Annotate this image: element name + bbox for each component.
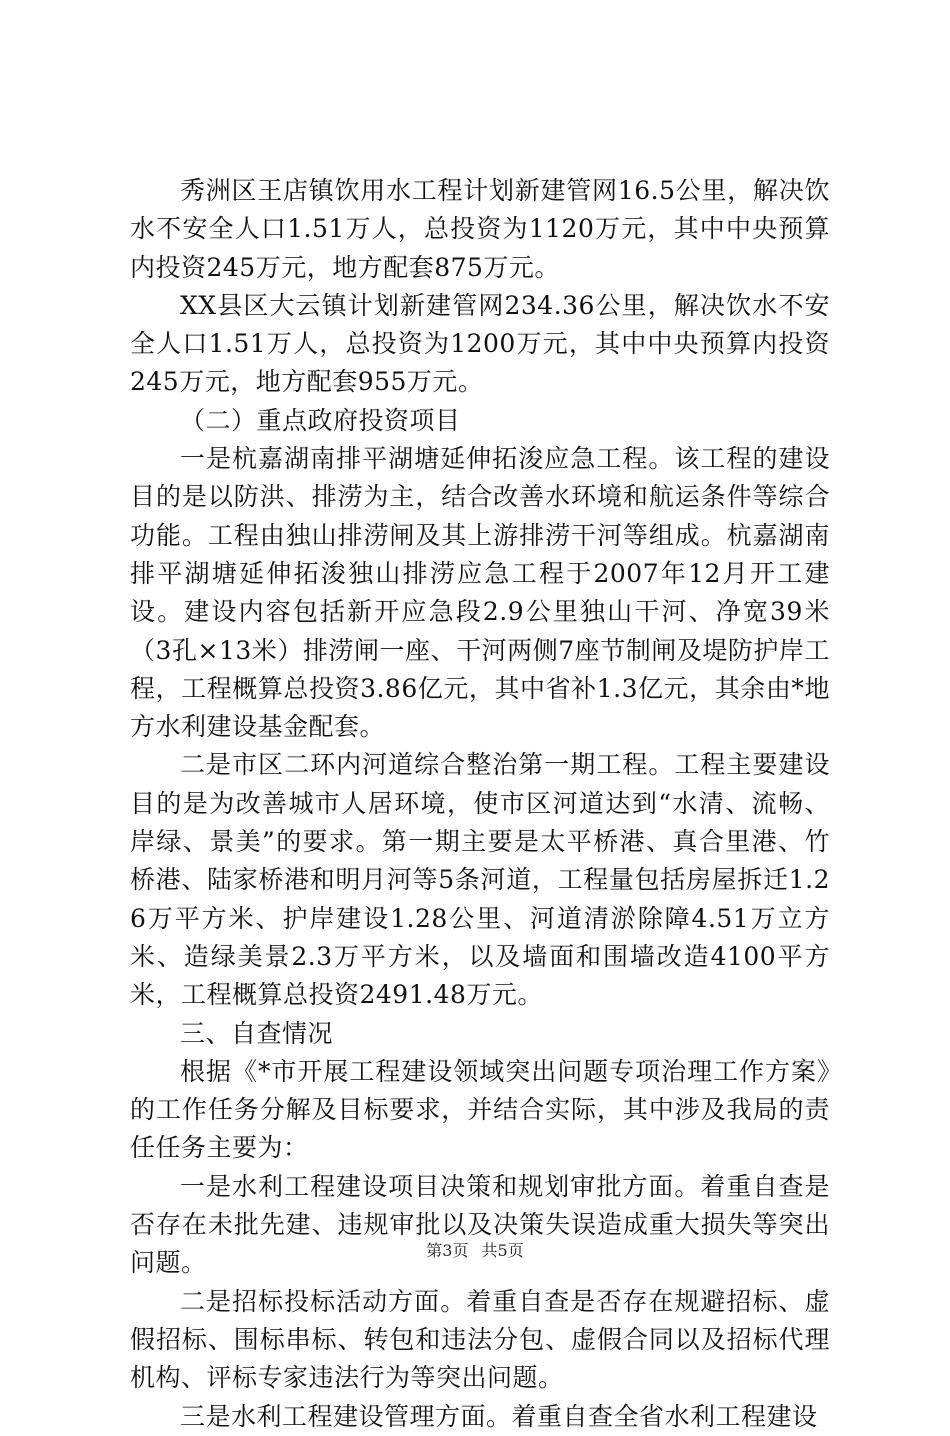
paragraph-self-check-intro: 根据《*市开展工程建设领域突出问题专项治理工作方案》的工作任务分解及目标要求，并结合实际，其中涉及我局的责任任务主要为： <box>130 1056 830 1163</box>
page-total: 共5页 <box>481 1241 524 1260</box>
paragraph-wangdian-water: 秀洲区王店镇饮用水工程计划新建管网16.5公里，解决饮水不安全人口1.51万人，总投资为1120万元，其中中央预算内投资245万元，地方配套875万元。 <box>130 176 830 282</box>
page-footer <box>0 1241 950 1261</box>
paragraph-check-item-one: 一是水利工程建设项目决策和规划审批方面。着重自查是否存在未批先建、违规审批以及决策失误造成重大损失等突出问题。 <box>130 1171 830 1278</box>
paragraph-project-two: 二是市区二环内河道综合整治第一期工程。工程主要建设目的是为改善城市人居环境，使市区河道达到“水清、流畅、岸绿、景美”的要求。第一期主要是太平桥港、真合里港、竹桥港、陆家桥港和明月河等5条河道，工程量包括房屋拆迁1.26万平方米、护岸建设1.28公里、河道清淤除障4.51万立方米、造绿美景2.3万平方米，以及墙面和围墙改造4100平方米，工程概算总投资2491.48万元。 <box>130 750 830 1010</box>
section-heading-key-projects: （二）重点政府投资项目 <box>180 405 461 435</box>
section-heading-self-check: 三、自查情况 <box>180 1018 334 1048</box>
paragraph-dayun-water: XX县区大云镇计划新建管网234.36公里，解决饮水不安全人口1.51万人，总投资为1200万元，其中中央预算内投资245万元，地方配套955万元。 <box>130 290 830 397</box>
paragraph-check-item-three: 三是水利工程建设管理方面。着重自查全省水利工程建设 <box>180 1401 818 1431</box>
paragraph-check-item-two: 二是招标投标活动方面。着重自查是否存在规避招标、虚假招标、围标串标、转包和违法分包、虚假合同以及招标代理机构、评标专家违法行为等突出问题。 <box>130 1286 830 1393</box>
page-number: 第3页 <box>426 1241 469 1260</box>
paragraph-project-one: 一是杭嘉湖南排平湖塘延伸拓浚应急工程。该工程的建设目的是以防洪、排涝为主，结合改善水环境和航运条件等综合功能。工程由独山排涝闸及其上游排涝干河等组成。杭嘉湖南排平湖塘延伸拓浚独山排涝应急工程于2007年12月开工建设。建设内容包括新开应急段2.9公里独山干河、净宽39米（3孔×13米）排涝闸一座、干河两侧7座节制闸及堤防护岸工程，工程概算总投资3.86亿元，其中省补1.3亿元，其余由*地方水利建设基金配套。 <box>130 444 830 742</box>
